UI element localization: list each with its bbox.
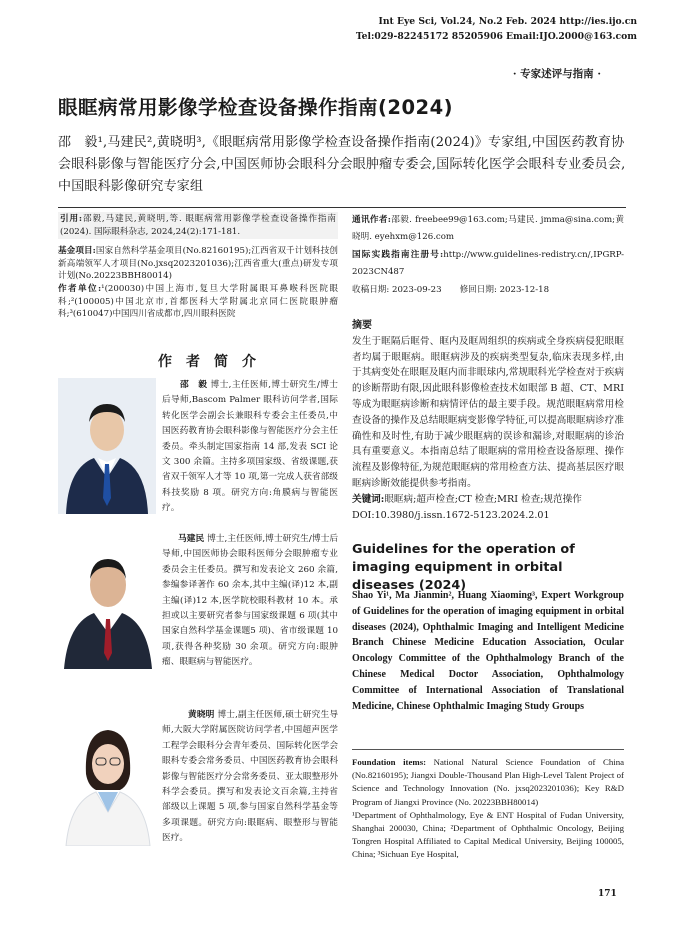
abstract-text: 发生于眶隔后眶骨、眶内及眶周组织的疾病或全身疾病侵犯眼眶者均属于眼眶病。眼眶病涉及的疾病类型复杂,临床表现多样,由于其病变处在眼眶及眶内而非眼球内,常规眼科光学检查对于疾病的诊断帮助有限,因此眼科影像检查技术如眼部 B 超、CT、MRI 等成为眼眶病诊断和病情评估的最主要手段。规范眼眶病常用检查设备的操作及总结眼眶病变影像学特征,可以提高眼眶病诊疗准确性和及时性,有助于减少眼眶病的误诊和漏诊,对眼眶病的诊治具有重要意义。本指南总结了眼眶病的常用检查设备原理、操作流程及影像特征,为规范眼眶病的常用检查方法、提高基层医疗眼眶病诊断效能提供参考指南。 [352,335,624,489]
journal-info: Int Eye Sci, Vol.24, No.2 Feb. 2024 http://ies.ijo.cn [378,16,637,27]
fund-info: 基金项目:国家自然科学基金项目(No.82160195);江西省双千计划科技创新高端领军人才项目(No.jxsq2023201036);江西省重大(重点)研发专项计划(No.20223BBH80014) [58,246,338,282]
divider [58,207,626,208]
corresponding-author: 通讯作者:邵毅. freebee99@163.com;马建民. jmma@sina.com;黄晓明. eyehxm@126.com [352,215,624,243]
author-intro-heading: 作者简介 [158,354,270,370]
page-title: 眼眶病常用影像学检查设备操作指南(2024) [58,96,454,119]
page-number: 171 [598,889,617,899]
affiliations: ¹Department of Ophthalmology, Eye & ENT Hospital of Fudan University, Shanghai 200030, China; ²Department of Ophthalmic Oncology, Beijing Tongren Hospital Affiliated to Capital Medical University, Beijing 100005, China; ³Sichuan Eye Hospital, [352,809,624,860]
bio-shao: 邵 毅 博士,主任医师,博士研究生/博士后导师,Bascom Palmer 眼科访问学者,国际转化医学会副会长兼眼科专委会主任委员,中国医药教育协会眼科影像与智能医疗分会主任委员。牵头制定国家指南 14 部,发表 SCI 论文 300 余篇。主持多项国家级、省级课题,获省双千领军人才等 10 项,第一完成人获省部级科技奖励 8 项。研究方向:角膜病与智能医疗。 [162,380,338,514]
registration: 国际实践指南注册号:http://www.guidelines-redistry.cn/,IPGRP-2023CN487 [352,249,624,278]
english-authors: Shao Yi¹, Ma Jianmin², Huang Xiaoming³, Expert Workgroup of Guidelines for the operation of imaging equipment in orbital diseases (2024), Ophthalmic Imaging and Intelligent Medicine Branch Chinese Medicine Education Association, Ocular Oncology Committee of the Ophthalmology Branch of the Chinese Medical Doctor Association, Ophthalmology Committee of International Association of Translational Medicine, Chinese Ophthalmic Imaging Study Groups [352,590,624,712]
author-units: 作者单位:¹(200030)中国上海市,复旦大学附属眼耳鼻喉科医院眼科;²(100005)中国北京市,首都医科大学附属北京同仁医院眼肿瘤科;³(610047)中国四川省成都市,四川眼科医院 [58,283,338,320]
foundation-items: Foundation items: National Natural Science Foundation of China (No.82160195); Jiangxi Double-Thousand Plan High-Level Talent Project of Science and Technology Innovation (No. jxsq2023201036); Key R&D Program of Jiangxi Province (No. 20223BBH80014) ¹Department of Ophthalmology, Eye & ENT Hospital of Fudan University, Shanghai 200030, China; ²Department of Ophthalmic Oncology, Beijing Tongren Hospital Affiliated to Capital Medical University, Beijing 100005, China; ³Sichuan Eye Hospital, [352,756,624,862]
divider-foundation [352,749,624,750]
dates: 收稿日期: 2023-09-23 修回日期: 2023-12-18 [352,284,550,295]
bio-huang: 黄晓明 博士,副主任医师,硕士研究生导师,大阪大学附属医院访问学者,中国超声医学工程学会眼科分会青年委员、国际转化医学会眼科专委会常务委员、中国医药教育协会眼科影像与智能医疗分会常务委员、亚太眼整形外科学会委员。撰写和发表论文百余篇,主持省部级以上课题 5 项,参与国家自然科学基金等多项课题。研究方向:眼眶病、眼整形与智能医疗。 [162,710,339,844]
english-title: Guidelines for the operation of imaging equipment in orbital diseases (2024) [352,542,575,593]
right-meta [352,212,624,299]
journal-contact: Tel:029-82245172 85205906 Email:IJO.2000@163.com [355,31,637,42]
abstract [352,318,624,523]
abstract-heading: 摘要 [352,320,372,331]
keywords: 关键词:眼眶病;超声检查;CT 检查;MRI 检查;规范操作 [352,493,582,505]
section-label: · 专家述评与指南 · [512,68,601,80]
author-list: 邵 毅¹,马建民²,黄晓明³,《眼眶病常用影像学检查设备操作指南(2024)》专家组,中国医药教育协会眼科影像与智能医疗分会,中国医师协会眼科分会眼肿瘤专委会,国际转化医学会眼科专业委员会,中国眼科影像研究专家组 [58,135,626,194]
bio-ma: 马建民 博士,主任医师,博士研究生/博士后导师,中国医师协会眼科医师分会眼肿瘤专业委员会主任委员。撰写和发表论文 260 余篇,参编参译著作 60 余本,其中主编(译)12 本,副主编(译)12 本,医学院校眼科教材 10 本。承担或以主要研究者参与国家级课题 6 项(其中国家自然科学基金课题5 项)、省市级课题 10 项,获得各种奖励 30 余项。研究方向:眼肿瘤、眼眶病与智能医疗。 [162,534,339,668]
left-meta [58,212,338,321]
doi: DOI:10.3980/j.issn.1672-5123.2024.2.01 [352,509,550,521]
citation: 引用:邵毅,马建民,黄晓明,等. 眼眶病常用影像学检查设备操作指南(2024). 国际眼科杂志, 2024,24(2):171-181. [58,212,338,239]
